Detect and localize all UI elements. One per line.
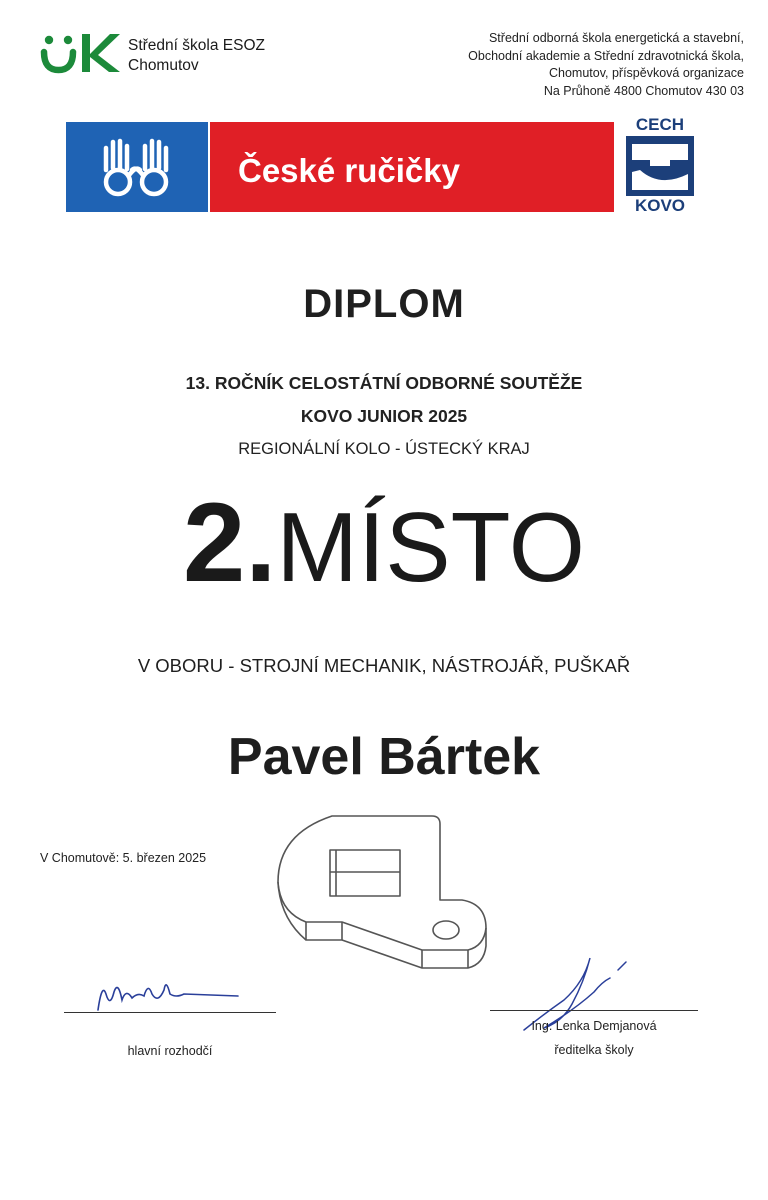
- school-address: [384, 30, 744, 100]
- cech-kovo-logo-icon: [622, 114, 698, 214]
- right-signature-name: Ing. Lenka Demjanová: [531, 1019, 657, 1033]
- place-word: MÍSTO: [276, 492, 585, 602]
- competition-line-1: 13. ROČNÍK CELOSTÁTNÍ ODBORNÉ SOUTĚŽE: [185, 373, 583, 393]
- cech-logo-text: CECH: [635, 115, 685, 134]
- left-signature-scribble: [92, 974, 242, 1014]
- address-line-2: Obchodní akademie a Střední zdravotnická škola,: [468, 48, 744, 63]
- place-number: 2.: [183, 480, 277, 605]
- competition-line-2: KOVO JUNIOR 2025: [300, 406, 468, 426]
- school-name-line2: Chomutov: [128, 57, 199, 74]
- diploma-title: DIPLOM: [303, 282, 465, 326]
- school-name-line1: Střední škola ESOZ: [128, 37, 265, 54]
- left-signature-line: [64, 1012, 276, 1013]
- banner-title: České ručičky: [238, 152, 460, 189]
- mechanical-part-icon: [272, 808, 502, 978]
- place-heading: [0, 478, 768, 618]
- regional-round-line: REGIONÁLNÍ KOLO - ÚSTECKÝ KRAJ: [238, 440, 530, 458]
- field-of-study-line: V OBORU - STROJNÍ MECHANIK, NÁSTROJÁŘ, PUŠKAŘ: [137, 655, 631, 676]
- esoz-logo-icon: [40, 30, 120, 76]
- left-signature-title: hlavní rozhodčí: [127, 1044, 213, 1058]
- hands-icon: [96, 138, 180, 198]
- school-name: [128, 36, 265, 76]
- date-line: V Chomutově: 5. březen 2025: [40, 851, 207, 865]
- right-signature-line: [490, 1010, 698, 1011]
- address-line-4: Na Průhoně 4800 Chomutov 430 03: [543, 83, 744, 98]
- address-line-3: Chomutov, příspěvková organizace: [548, 66, 744, 80]
- kovo-logo-text: KOVO: [634, 196, 686, 214]
- winner-name: Pavel Bártek: [227, 728, 541, 786]
- right-signature-title: ředitelka školy: [554, 1043, 634, 1057]
- address-line-1: Střední odborná škola energetická a stavební,: [488, 31, 744, 45]
